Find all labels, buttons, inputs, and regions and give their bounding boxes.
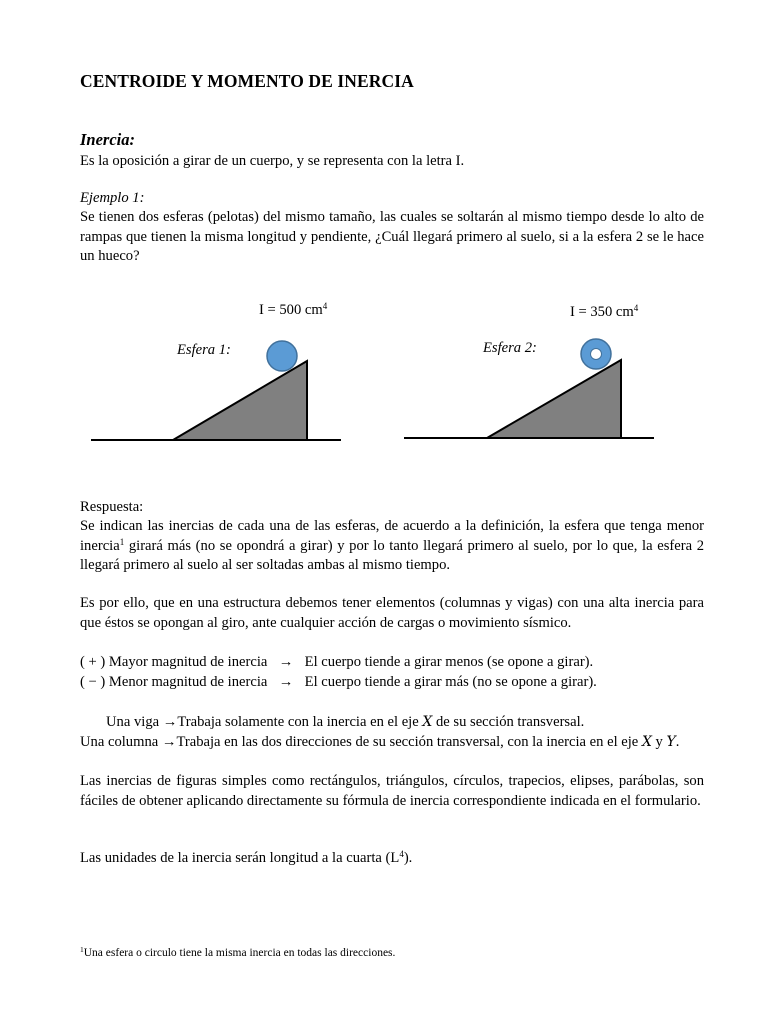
magnitude-row-plus: ( + ) Mayor magnitud de inercia → El cuerpo tiende a girar menos (se opone a girar). bbox=[80, 654, 594, 670]
structure-note: Es por ello, que en una estructura debemos tener elementos (columnas y vigas) con una alta inercia para que éstos se opongan al giro, ante cualquier acción de cargas o movimiento sísmico. bbox=[80, 595, 704, 631]
example-question: Se tienen dos esferas (pelotas) del mismo tamaño, las cuales se soltarán al mismo tiempo desde lo alto de rampas que tienen la misma longitud y pendiente, ¿Cuál llegará primero al suelo, si a la esfera 2 se le hace un hueco? bbox=[80, 209, 704, 264]
ramp-2 bbox=[487, 360, 621, 438]
page-title: CENTROIDE Y MOMENTO DE INERCIA bbox=[80, 71, 414, 91]
sphere-1 bbox=[267, 341, 297, 371]
example-label: Ejemplo 1: bbox=[80, 190, 145, 206]
sphere2-inertia-label: I = 350 $cm^4$ bbox=[570, 303, 639, 320]
sphere1-label: Esfera 1: bbox=[177, 342, 231, 358]
sphere-2-hole bbox=[591, 349, 602, 360]
ramps-figure bbox=[0, 0, 768, 480]
answer-heading: Respuesta: bbox=[80, 499, 144, 515]
sphere2-label: Esfera 2: bbox=[483, 340, 537, 356]
answer-text: Se indican las inercias de cada una de las esferas, de acuerdo a la definición, la esfera que tenga menor inercia$^1$ girará más (no se opondrá a girar) y por lo tanto llegará primero al suelo, por lo que, la esfera 2 llegará primero al suelo al ser soltadas ambas al mismo tiempo. bbox=[80, 518, 704, 573]
inercia-definition: Es la oposición a girar de un cuerpo, y se representa con la letra I. bbox=[80, 153, 465, 169]
sphere1-inertia-label: I = 500 $cm^4$ bbox=[259, 301, 328, 318]
inercia-heading: Inercia: bbox=[80, 130, 135, 149]
units-note: Las unidades de la inercia serán longitud a la cuarta $(L^4)$. bbox=[80, 849, 413, 866]
footnote: $^1$Una esfera o circulo tiene la misma inercia en todas las direcciones. bbox=[80, 945, 396, 959]
simple-figures-note: Las inercias de figuras simples como rectángulos, triángulos, círculos, trapecios, elipses, parábolas, son fáciles de obtener aplicando directamente su fórmula de inercia correspondiente indicada en el formulario. bbox=[80, 773, 704, 809]
footnote-ref: 1 bbox=[119, 536, 125, 547]
viga-line: Una viga →Trabaja solamente con la inercia en el eje X de su sección transversal. bbox=[106, 714, 585, 730]
ramp-1 bbox=[173, 361, 307, 440]
columna-line: Una columna →Trabaja en las dos direcciones de su sección transversal, con la inercia en el eje X y Y. bbox=[80, 734, 680, 750]
magnitude-row-minus: ( − ) Menor magnitud de inercia → El cuerpo tiende a girar más (no se opone a girar). bbox=[80, 674, 597, 690]
